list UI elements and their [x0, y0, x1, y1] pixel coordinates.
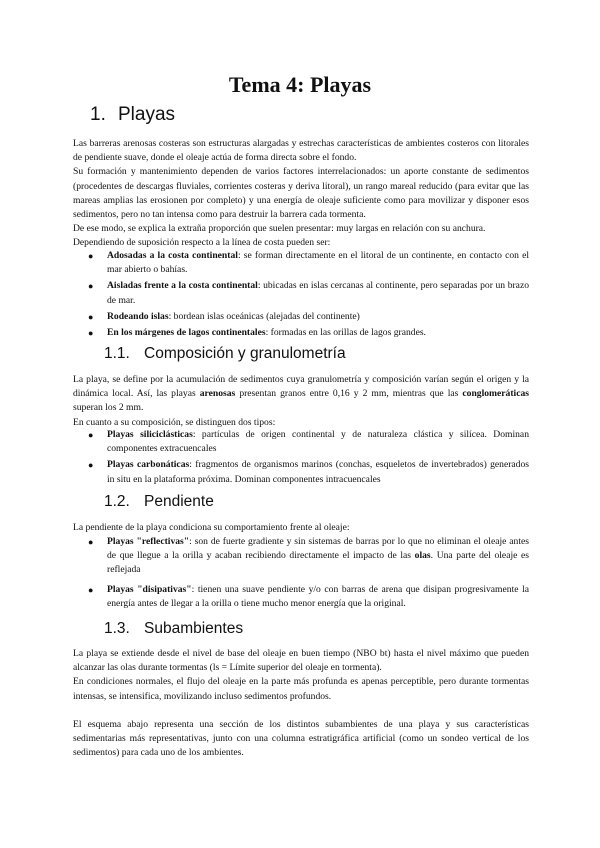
list-item: [73, 249, 529, 277]
page-title: Tema 4: Playas: [228, 72, 372, 97]
section-1-2-body: [73, 521, 529, 535]
list-item-term: Adosadas a la costa continental: [107, 250, 238, 261]
bullet-icon: ●: [88, 537, 94, 547]
list-item-term: Playas carbonáticas: [107, 459, 190, 471]
section-1-1-body: [73, 373, 529, 430]
composition-types-list: [73, 428, 529, 487]
list-item-term: Aisladas frente a la costa continental: [107, 280, 258, 292]
position-types-list: [73, 249, 529, 340]
bullet-icon: ●: [88, 328, 94, 339]
list-item-text: : se forman directamente en el litoral de un continente, en contacto con el mar abierto o bahías.: [107, 250, 529, 276]
list-item: ● Playas "reflectivas": son de fuerte gradiente y sin sistemas de barras por lo que no eliminan el oleaje antes de que llegue a la orilla y acaban recibiendo directamente el impacto de las olas. Una parte del oleaje es reflejada: [88, 536, 529, 576]
list-item-term: Rodeando islas: [107, 310, 169, 322]
section-number: 1.: [90, 104, 106, 125]
list-item-term: Playas "disipativas": [107, 583, 192, 595]
bullet-icon: ●: [88, 311, 94, 322]
subsection-heading-composicion: [104, 345, 346, 363]
paragraph: Dependiendo de suposición respecto a la línea de costa pueden ser:: [73, 237, 331, 249]
paragraph: La playa, se define por la acumulación de sedimentos cuya granulometría y composición varían según el origen y la dinámica local. Así, las playas arenosas presentan granos entre 0,16 y 2 mm, mientras que las conglomeráticas superan los 2 mm.: [73, 374, 529, 414]
paragraph: La pendiente de la playa condiciona su comportamiento frente al oleaje:: [73, 522, 350, 533]
section-number: 1.2.: [104, 493, 130, 510]
paragraph: Su formación y mantenimiento dependen de varios factores interrelacionados: un aporte constante de sedimentos (procedentes de descargas fluviales, corrientes costeras y deriva litoral), un rango mareal reducido (para evitar que las mareas amplias las erosionen por completo) y una energía de oleaje suficiente como para movilizar y disponer esos sedimentos, pero no tan intensa como para destruir la barrera cada tormenta.: [73, 166, 529, 221]
section-number: 1.3.: [104, 620, 130, 637]
list-item: [73, 310, 529, 324]
section-title: Pendiente: [144, 493, 214, 510]
paragraph: La playa se extiende desde el nivel de base del oleaje en buen tiempo (NBO bt) hasta el nivel máximo que pueden alcanzar las olas durante tormentas (ls = Límite superior del oleaje en tormenta).: [73, 648, 529, 674]
paragraph: En condiciones normales, el flujo del oleaje en la parte más profunda es apenas perceptible, pero durante tormentas intensas, se intensifica, movilizando incluso sedimentos profundos.: [73, 676, 529, 702]
section-title: Subambientes: [144, 620, 244, 637]
bullet-icon: ●: [88, 584, 94, 595]
subsection-heading-pendiente: [104, 493, 214, 511]
paragraph: El esquema abajo representa una sección de los distintos subambientes de una playa y sus características sedimentarias más representativas, junto con una columna estratigráfica artificial (como un sondeo vertical de los sedimentos) para cada uno de los ambientes.: [73, 718, 529, 759]
list-item: ● Playas "disipativas": tienen una suave pendiente y/o con barras de arena que disipan progresivamente la energía antes de llegar a la orilla o tiene mucho menor energía que la original.: [88, 583, 529, 609]
bullet-icon: ●: [88, 281, 94, 292]
list-item-text: : ubicadas en islas cercanas al continente, pero separadas por un brazo de mar.: [107, 280, 529, 306]
list-item-text: : fragmentos de organismos marinos (conchas, esqueletos de invertebrados) generados in situ en la plataforma próxima. Dominan componentes intracuencales: [107, 459, 529, 485]
bullet-icon: ●: [88, 460, 94, 471]
paragraph: Las barreras arenosas costeras son estructuras alargadas y estrechas características de ambientes costeros con litorales de pendiente suave, donde el oleaje actúa de forma directa sobre el fondo.: [73, 138, 529, 164]
paragraph: De ese modo, se explica la extraña proporción que suelen presentar: muy largas en relación con su anchura.: [73, 223, 486, 235]
section-1-body: [73, 137, 529, 251]
list-item: [73, 428, 529, 456]
section-number: 1.1.: [104, 345, 130, 362]
paragraph: En cuanto a su composición, se distinguen dos tipos:: [73, 416, 276, 428]
list-item: [73, 279, 529, 307]
subsection-heading-subambientes: [104, 620, 243, 638]
list-item-text: : partículas de origen continental y de naturaleza clástica y silícea. Dominan componentes extracuencales: [107, 429, 529, 455]
list-item-term: Playas siliciclásticas: [107, 429, 193, 440]
slope-types-list: [73, 535, 529, 611]
list-item-term: En los márgenes de lagos continentales: [107, 327, 266, 339]
section-title: Composición y granulometría: [144, 345, 346, 362]
section-heading-playas: [90, 104, 175, 126]
list-item-text: : bordean islas oceánicas (alejadas del continente): [168, 310, 360, 322]
list-item-term: Playas "reflectivas": [107, 536, 190, 547]
section-title: Playas: [118, 104, 176, 125]
section-1-3-body: [73, 647, 529, 760]
bullet-icon: ●: [88, 430, 94, 440]
list-item-text: : formadas en las orillas de lagos grandes.: [265, 327, 426, 339]
list-item: [73, 458, 529, 486]
list-item: [73, 326, 529, 340]
bullet-icon: ●: [88, 251, 94, 261]
